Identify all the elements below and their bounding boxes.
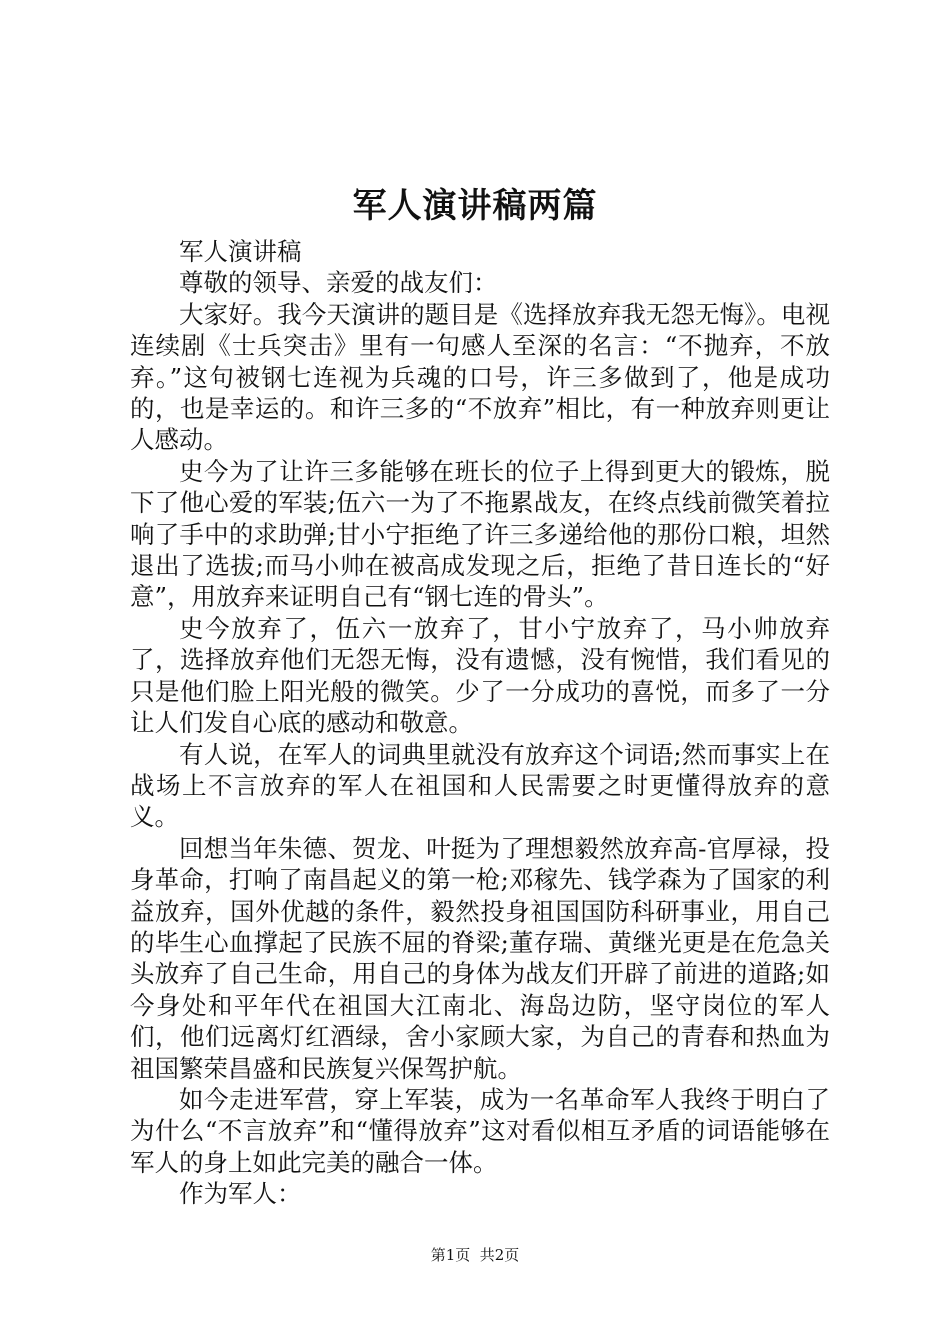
- document-body: [130, 236, 830, 1210]
- paragraph: 如今走进军营，穿上军装，成为一名革命军人我终于明白了为什么“不言放弃”和“懂得放弃”这对看似相互矛盾的词语能够在军人的身上如此完美的融合一体。: [130, 1084, 830, 1177]
- paragraph: 大家好。我今天演讲的题目是《选择放弃我无怨无悔》。电视连续剧《士兵突击》里有一句感人至深的名言：“不抛弃，不放弃。”这句被钢七连视为兵魂的口号，许三多做到了，他是成功的，也是幸运的。和许三多的“不放弃”相比，有一种放弃则更让人感动。: [130, 299, 830, 455]
- paragraph: 有人说，在军人的词典里就没有放弃这个词语;然而事实上在战场上不言放弃的军人在祖国和人民需要之时更懂得放弃的意义。: [130, 739, 830, 832]
- paragraph-heading: 军人演讲稿: [179, 237, 302, 266]
- paragraph: 作为军人：: [179, 1179, 302, 1209]
- page-footer: 第1页 共2页: [430, 1246, 520, 1264]
- paragraph: 史今为了让许三多能够在班长的位子上得到更大的锻炼，脱下了他心爱的军装;伍六一为了不拖累战友，在终点线前微笑着拉响了手中的求助弹;甘小宁拒绝了许三多递给他的那份口粮，坦然退出了选拔;而马小帅在被高成发现之后，拒绝了昔日连长的“好意”，用放弃来证明自己有“钢七连的骨头”。: [130, 456, 830, 612]
- paragraph: 史今放弃了，伍六一放弃了，甘小宁放弃了，马小帅放弃了，选择放弃他们无怨无悔，没有遗憾，没有惋惜，我们看见的只是他们脸上阳光般的微笑。少了一分成功的喜悦，而多了一分让人们发自心底的感动和敬意。: [130, 613, 830, 738]
- paragraph: 回想当年朱德、贺龙、叶挺为了理想毅然放弃高-官厚禄，投身革命，打响了南昌起义的第一枪;邓稼先、钱学森为了国家的利益放弃，国外优越的条件，毅然投身祖国国防科研事业，用自己的毕生心血撑起了民族不屈的脊梁;董存瑞、黄继光更是在危急关头放弃了自己生命，用自己的身体为战友们开辟了前进的道路;如今身处和平年代在祖国大江南北、海岛边防，坚守岗位的军人们，他们远离灯红酒绿，舍小家顾大家，为自己的青春和热血为祖国繁荣昌盛和民族复兴保驾护航。: [130, 833, 830, 1083]
- paragraph-salutation: 尊敬的领导、亲爱的战友们：: [179, 268, 498, 298]
- document-title: 军人演讲稿两篇: [352, 186, 598, 226]
